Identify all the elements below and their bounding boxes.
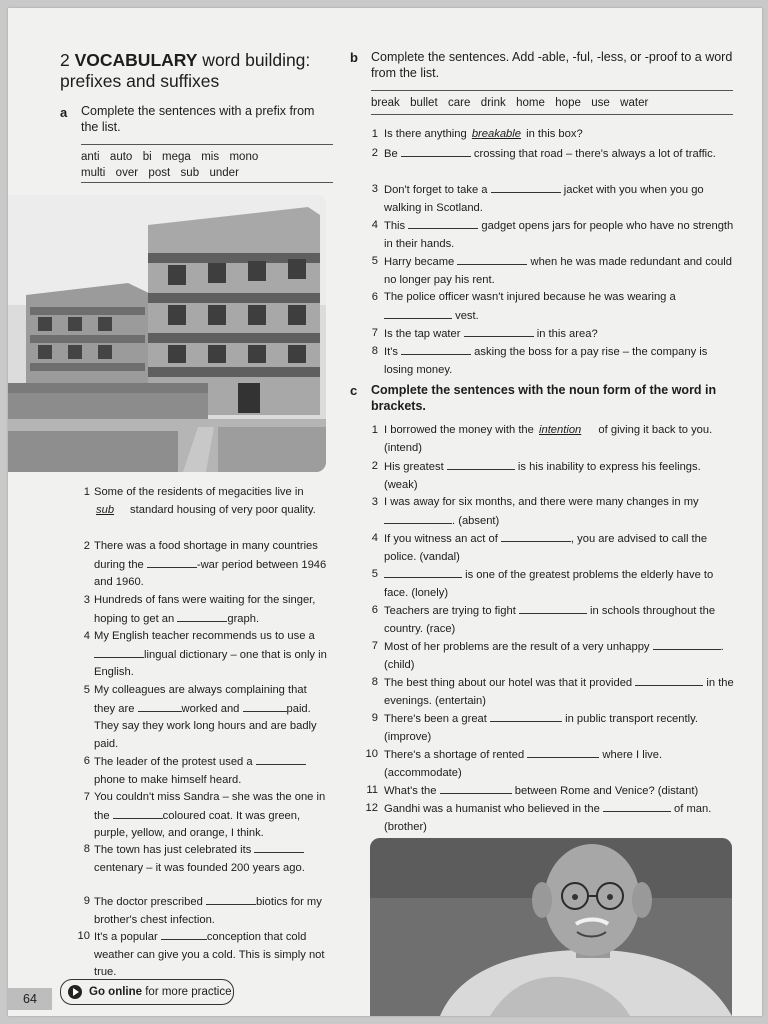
answer-blank[interactable] bbox=[440, 782, 512, 794]
answer-blank[interactable] bbox=[94, 646, 144, 658]
answer-blank[interactable] bbox=[206, 893, 256, 905]
list-item: 10 There's a shortage of rented where I live. (accommodate) bbox=[365, 748, 663, 779]
go-online-button[interactable] bbox=[60, 979, 234, 1005]
answer-blank[interactable]: breakable bbox=[471, 128, 521, 140]
answer-blank[interactable] bbox=[177, 610, 227, 622]
list-item: 3 Hundreds of fans were waiting for the singer, hoping to get an graph. bbox=[83, 594, 316, 625]
list-item: 4 If you witness an act of , you are advised to call the police. (vandal) bbox=[371, 532, 708, 563]
answer-blank[interactable] bbox=[256, 753, 306, 765]
list-item: 8 It's asking the boss for a pay rise – the company is losing money. bbox=[371, 345, 708, 376]
list-item: 10 It's a popular conception that cold weather can give you a cold. This is simply not true. bbox=[77, 930, 325, 979]
answer-blank[interactable] bbox=[384, 566, 462, 578]
answer-blank[interactable] bbox=[401, 145, 471, 157]
wordlist-line2: multi over post sub under bbox=[81, 167, 239, 179]
list-item: 8 The town has just celebrated its centenary – it was founded 200 years ago. bbox=[83, 843, 305, 874]
list-item: 5 My colleagues are always complaining that they are worked and paid. They say they work long hours and are badly paid. bbox=[83, 684, 317, 750]
list-item: 7 Is the tap water in this area? bbox=[371, 327, 598, 340]
gandhi-photo bbox=[370, 838, 732, 1016]
wordlist-bottom-rule bbox=[371, 114, 733, 115]
wordlist-bottom-rule bbox=[81, 182, 333, 183]
exercise-title bbox=[60, 50, 340, 92]
answer-blank[interactable] bbox=[113, 807, 163, 819]
list-item: 11 What's the between Rome and Venice? (distant) bbox=[366, 784, 699, 797]
list-item: 2 His greatest is his inability to express his feelings. (weak) bbox=[371, 460, 701, 491]
building-illustration bbox=[8, 195, 326, 472]
answer-blank[interactable]: sub bbox=[96, 503, 115, 516]
list-item: 4 My English teacher recommends us to use a lingual dictionary – one that is only in English. bbox=[83, 630, 327, 679]
go-online-label: Go online for more practice bbox=[89, 986, 232, 998]
answer-blank[interactable] bbox=[603, 800, 671, 812]
list-item: 4 This gadget opens jars for people who have no strength in their hands. bbox=[371, 219, 734, 250]
answer-blank[interactable] bbox=[384, 307, 452, 319]
list-item: 12 Gandhi was a humanist who believed in the of man. (brother) bbox=[365, 802, 712, 833]
list-item: 5 is one of the greatest problems the elderly have to face. (lonely) bbox=[371, 568, 714, 599]
answer-blank[interactable] bbox=[527, 746, 599, 758]
list-item: 1 Some of the residents of megacities live in sub standard housing of very poor quality. bbox=[83, 486, 316, 516]
section-b-letter: b bbox=[350, 50, 358, 65]
list-item: 8 The best thing about our hotel was that it provided in the evenings. (entertain) bbox=[371, 676, 734, 707]
play-icon bbox=[68, 985, 82, 999]
list-item: 3 Don't forget to take a jacket with you when you go walking in Scotland. bbox=[371, 183, 704, 214]
list-item: 1 I borrowed the money with the intention of giving it back to you. (intend) bbox=[371, 424, 713, 454]
list-item: 2 There was a food shortage in many countries during the -war period between 1946 and 1960. bbox=[83, 540, 327, 589]
building-photo bbox=[8, 195, 326, 472]
section-a-wordlist bbox=[81, 149, 258, 181]
section-a-instruction: Complete the sentences with a prefix from the list. bbox=[81, 104, 315, 134]
answer-blank[interactable] bbox=[384, 512, 452, 524]
list-item: 1 Is there anything breakable in this box? bbox=[371, 128, 583, 140]
answer-blank[interactable] bbox=[408, 217, 478, 229]
list-item: 3 I was away for six months, and there were many changes in my . (absent) bbox=[371, 496, 699, 527]
answer-blank[interactable] bbox=[501, 530, 571, 542]
answer-blank[interactable] bbox=[401, 343, 471, 355]
wordlist-top-rule bbox=[371, 90, 733, 91]
answer-blank[interactable] bbox=[138, 700, 182, 712]
section-c-letter: c bbox=[350, 383, 358, 398]
answer-blank[interactable] bbox=[653, 638, 721, 650]
wordlist-line1: anti auto bi mega mis mono bbox=[81, 151, 259, 163]
answer-blank[interactable] bbox=[147, 556, 197, 568]
list-item: 9 There's been a great in public transport recently. (improve) bbox=[371, 712, 698, 743]
title-bold: VOCABULARY bbox=[74, 50, 198, 70]
list-item: 6 Teachers are trying to fight in schools throughout the country. (race) bbox=[371, 604, 716, 635]
answer-blank[interactable]: intention bbox=[538, 424, 582, 436]
list-item: 6 The leader of the protest used a phone to make himself heard. bbox=[76, 753, 328, 789]
list-item: 7 You couldn't miss Sandra – she was the one in the coloured coat. It was green, purple, yellow, and orange, I think. bbox=[83, 791, 326, 840]
list-item: 5 Harry became when he was made redundant and could no longer pay his rent. bbox=[371, 255, 733, 286]
answer-blank[interactable] bbox=[457, 253, 527, 265]
answer-blank[interactable] bbox=[254, 841, 304, 853]
answer-blank[interactable] bbox=[464, 325, 534, 337]
list-item: 2 Be crossing that road – there's always a lot of traffic. bbox=[371, 147, 716, 160]
answer-blank[interactable] bbox=[491, 181, 561, 193]
section-b-instruction: Complete the sentences. Add -able, -ful, -less, or -proof to a word from the list. bbox=[371, 50, 733, 80]
portrait-illustration bbox=[370, 838, 732, 1016]
answer-blank[interactable] bbox=[243, 700, 287, 712]
title-line2: prefixes and suffixes bbox=[60, 71, 220, 91]
answer-blank[interactable] bbox=[161, 928, 207, 940]
answer-blank[interactable] bbox=[490, 710, 562, 722]
wordlist-top-rule bbox=[81, 144, 333, 145]
page-number: 64 bbox=[8, 988, 52, 1010]
exercise-number: 2 bbox=[60, 50, 70, 70]
section-a-letter: a bbox=[60, 105, 68, 120]
answer-blank[interactable] bbox=[635, 674, 703, 686]
answer-blank[interactable] bbox=[519, 602, 587, 614]
section-c-instruction: Complete the sentences with the noun form of the word in brackets. bbox=[371, 383, 717, 413]
workbook-page bbox=[8, 8, 762, 1016]
section-b-wordlist: break bullet care drink home hope use water bbox=[371, 97, 649, 109]
title-rest: word building: bbox=[197, 50, 311, 70]
answer-blank[interactable] bbox=[447, 458, 515, 470]
list-item: 9 The doctor prescribed biotics for my brother's chest infection. bbox=[83, 895, 322, 926]
list-item: 6 The police officer wasn't injured because he was wearing a vest. bbox=[371, 291, 676, 322]
list-item: 7 Most of her problems are the result of a very unhappy . (child) bbox=[371, 640, 724, 671]
